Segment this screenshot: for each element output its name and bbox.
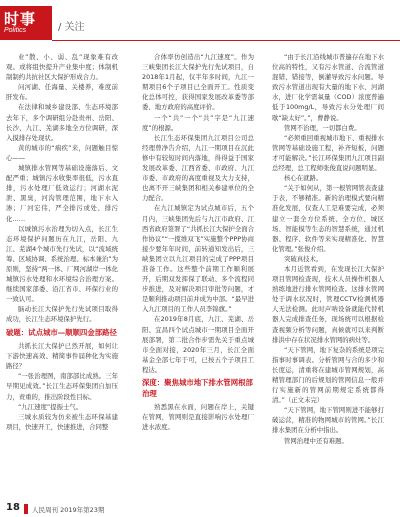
paragraph: 核心在就路。 — [284, 174, 323, 183]
paragraph: 管网不治理，一切都白费。 — [284, 123, 361, 132]
paragraph: “必须重回重视城市地下、重视排水管网等基础设施工程，补齐短板，问题才可能解决。”长江环保集团九江项目副总经理，总工程师张俊直说问题明显。 — [272, 133, 384, 173]
brand-cn-label: 时事 — [4, 10, 37, 28]
paragraph: 在法律和城乡建设部、生态环境部去年下，多个调研组分赴贵州、岳阳、长沙、九江、芜湖多地全方位调研，深入摸排存处现状。 — [6, 103, 118, 142]
publication-info: 人民周刊 2019年第23期 — [32, 506, 105, 514]
brand-en-label: Politics — [4, 27, 27, 34]
paragraph: 合体率仿创造出“九江速度”。作为三峡集团长江大保护先行先试项目，自2018年1月起，仅半年多时间，九江一期项目6个子项目已全面开工。性质变化总体可控，获得国家发展改革委等部委、地方政府的高度评价。 — [142, 53, 254, 112]
paragraph: “九江速度”提振士气。 — [18, 402, 83, 411]
paragraph: 黄的城市的“痼疾”来，问题触目惊心—— — [6, 143, 118, 162]
section-title: / 关注 — [58, 22, 85, 33]
paragraph: 以城镇污水治理为切入点，长江生态环境保护问题历在九江，岳阳、九江、芜湖4个城市先行先试，以“流域统筹、区域协调、系统治理、标本兼治”为原则，坚持“两一体、厂网河湖岸一体化城镇污水处理和水环境综合治理方案。继续国家部委、沿江省市、环保行业的一致认可。 — [6, 224, 118, 304]
paragraph: 在2019年8月底，九江、芜湖、岳阳、宜昌四个试点城市一期项目全面开展部署，第二批合作步需先关于重点城市全面对接，2020年三月，长江全面基金全部七年于可，已按五个子项目工程达。 — [142, 315, 254, 374]
paragraph: 熟悉黑在水面，问题在岸上，关键在管网，管网则是直接影响污水处理厂进水浓度。 — [142, 403, 254, 432]
paragraph: “关于如何从，第一根管网管表查建于表，不够精准。新的治理模式要向精准化发展，仅查人工是难要完成，必须建立一套全方位系统、全方位、城区场、智能模等生态的智慧系统，通过机器、程序、软件等来实现精准化、智慧化管理。”张俊介绍。 — [272, 184, 384, 253]
text-column-right — [272, 52, 384, 494]
page-footer — [0, 500, 400, 517]
header-divider — [52, 40, 400, 41]
paragraph: 城镇排水管网等基础设施落后、文配严重；城镇污水收集率很低，污水直排，污水处理厂低效运行；河湖水泥泄、黑臭，河沟管理范围，地下水入渗；厂河宏伟，严全排污或处、排污化…… — [6, 164, 118, 223]
paragraph: 长江生态环保集团九江项目公司总经理曾净告介绍，九江一期项目在沉此修中有较短时间内落地，得得益于国家发展改革委、江西省委、市政府、九江市委、市政府的高度重视及大力支持，也离不开三峡集团和相关参建单位的全力配合。 — [142, 133, 254, 203]
paragraph: 共抓长江大保护已然开展，如何让下游快速高效、精简事件届种化为实施路径？ — [6, 342, 118, 371]
paragraph: “由于长江沿线城市普遍存在地下水位高的特性，又有污水管道、合流管道混错、错接等，倒灌导致污水问题。导致污水管道出现有大量的地下水、河湖水，进厂化学需氧量（COD）浓度普遍低于100mg/L，导致污水分处理厂间歇“缺太好”。”，曹静说。 — [272, 53, 384, 122]
page-header — [0, 0, 400, 44]
paragraph: 管网治理中还有难题。 — [284, 436, 348, 445]
paragraph: “天下管网，地下管网则进不能够打破运营，精准的物网城市的管网。”长江排水集团在分析中指出。 — [272, 406, 384, 435]
paragraph: 在九江城镇定为试点城市后，五个月内，三峡集团先后与九江市政府、江西省政府签署了“共抓长江大保护全面合作协议”“一揽维双飞”实施整个PPP协商接少要年年时间，前转通知发出后，三峡集团立以九江项目的完成了PPP项目准备工作。这些整个前期工作顺利展开，后期双发挥保了联动、多个流程同步推进，及对解决项目审批等问题，才是顺利推动项目前并成为中部。“最早进入九江项目的工作人员李锦旗。” — [142, 204, 254, 314]
paragraph: 业”散、小、弱、乱”现象难有改观。或将组快提升产业集中度；体制机制制约共抗社区大保护形成合力。 — [6, 53, 118, 82]
footer-accent-bar — [24, 504, 28, 514]
text-column-left — [6, 52, 118, 494]
paragraph: 本月近管看到，在发现长江大保护项目管网检查现，技术人员操作机器人熟练地进行排水管网检查。这排水管网处于调水状况时，管理CCTV检测机器人无法检测。此时声呐设备就能代替机器人完成排查任务，现场统可以根据检查视频分析等问题，真候就可以来判断排洪中存在状况排水管网的病灶等。 — [272, 264, 384, 344]
paragraph: “一张治理图，南部部比成熟。三年早期见成效。”长江生态环保集团自加压力，责重的，推出阶段性目标。 — [6, 372, 118, 401]
page-number: 18 — [6, 502, 20, 513]
section-logo — [0, 6, 52, 40]
paragraph: 一个“共”一个“共”字是“九江速度”的根源。 — [142, 113, 254, 132]
subheading: 破题：试点城市—顺顺四金部路径 — [6, 327, 117, 337]
paragraph: 突破真技术。 — [284, 254, 323, 263]
paragraph: 脑动长江大保护先行先试项目取得成功，长江生态环境保护先行。 — [6, 305, 118, 324]
paragraph: 三城水质较为仿来被生态环保基建项目，快速开工，快速推进，合同整 — [6, 412, 118, 431]
paragraph: 问河湖、任海量、关楼养，难度前肝发布。 — [6, 83, 118, 102]
text-column-middle — [142, 52, 254, 494]
paragraph: “天下管网，地下复杂的系统是项完指事时事调表。分析管网与合的多少和长度运，清重将在建城市管网规划，高精管理部门的后规划的管网信息一般并行实施新的管网前期规定系统都得清。”（正文未完） — [272, 345, 384, 405]
subheading: 深度：聚焦城市地下排水管网根部治理 — [142, 378, 253, 398]
